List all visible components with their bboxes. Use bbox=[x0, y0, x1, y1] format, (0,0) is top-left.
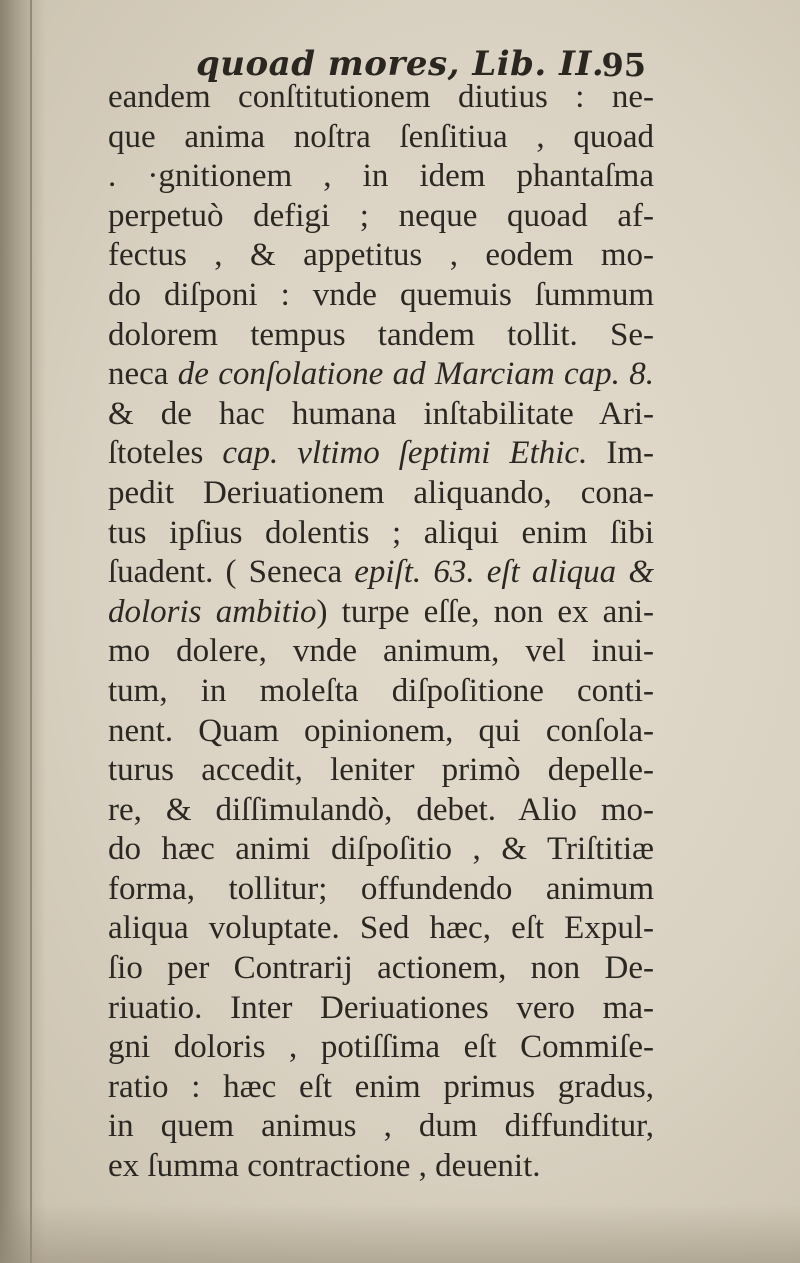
italic-citation: de conſolatione ad Marciam cap. 8. bbox=[177, 356, 654, 393]
text-line bbox=[108, 157, 654, 197]
text-segment: dolorem tempus tandem tollit. Se- bbox=[108, 316, 654, 353]
text-line bbox=[108, 118, 654, 158]
text-line bbox=[108, 474, 654, 514]
text-line bbox=[108, 1107, 654, 1147]
text-line bbox=[108, 830, 654, 870]
text-segment: tus ipſius dolentis ; aliqui enim ſibi bbox=[108, 514, 654, 551]
text-segment: fectus , & appetitus , eodem mo- bbox=[108, 237, 654, 274]
text-segment: tum, in moleſta diſpoſitione conti- bbox=[108, 672, 654, 709]
text-line bbox=[108, 593, 654, 633]
text-segment: in quem animus , dum diffunditur, bbox=[108, 1108, 654, 1145]
text-line bbox=[108, 197, 654, 237]
text-segment: Im- bbox=[587, 435, 654, 472]
text-segment: do diſponi : vnde quemuis ſummum bbox=[108, 276, 654, 313]
text-line bbox=[108, 78, 654, 118]
text-segment: ex ſumma contractione , deuenit. bbox=[108, 1148, 541, 1185]
text-line bbox=[108, 553, 654, 593]
text-segment: gni doloris , potiſſima eſt Commiſe- bbox=[108, 1029, 654, 1066]
text-segment: . ·gnitionem , in idem phantaſma bbox=[108, 158, 654, 195]
text-segment: re, & diſſimulandò, debet. Alio mo- bbox=[108, 791, 654, 828]
text-line bbox=[108, 1068, 654, 1108]
binding-edge bbox=[30, 0, 32, 1263]
text-line bbox=[108, 751, 654, 791]
text-segment: ſuadent. ( Seneca bbox=[108, 554, 355, 591]
text-segment: do hæc animi diſpoſitio , & Triſtitiæ bbox=[108, 831, 654, 868]
text-line bbox=[108, 514, 654, 554]
running-title: quoad mores, Lib. II. bbox=[196, 44, 605, 84]
text-segment: turus accedit, leniter primò depelle- bbox=[108, 752, 654, 789]
italic-citation: cap. vltimo ſeptimi Ethic. bbox=[222, 435, 588, 472]
text-segment: eandem conſtitutionem diutius : ne- bbox=[108, 79, 654, 115]
text-line bbox=[108, 712, 654, 752]
text-segment: ſio per Contrarij actionem, non De- bbox=[108, 950, 654, 987]
text-line bbox=[108, 989, 654, 1029]
text-segment: ) turpe eſſe, non ex ani- bbox=[316, 593, 654, 630]
text-line bbox=[108, 870, 654, 910]
text-segment: aliqua voluptate. Sed hæc, eſt Expul- bbox=[108, 910, 654, 947]
page-gutter bbox=[0, 0, 46, 1263]
text-line bbox=[108, 355, 654, 395]
text-line bbox=[108, 395, 654, 435]
text-segment: que anima noſtra ſenſitiua , quoad bbox=[108, 118, 654, 155]
page-number: 95 bbox=[601, 46, 646, 84]
italic-citation: epiſt. 63. eſt aliqua & bbox=[354, 554, 654, 591]
text-line bbox=[108, 434, 654, 474]
text-segment: pedit Deriuationem aliquando, cona- bbox=[108, 474, 654, 511]
text-line bbox=[108, 791, 654, 831]
page-bottom-shadow bbox=[0, 1203, 800, 1263]
text-line bbox=[108, 236, 654, 276]
italic-citation: doloris ambitio bbox=[108, 593, 317, 630]
body-text bbox=[108, 78, 654, 1187]
text-line bbox=[108, 276, 654, 316]
text-line bbox=[108, 1147, 654, 1187]
text-line bbox=[108, 949, 654, 989]
text-segment: riuatio. Inter Deriuationes vero ma- bbox=[108, 989, 654, 1026]
text-line bbox=[108, 672, 654, 712]
text-segment: nent. Quam opinionem, qui conſola- bbox=[108, 712, 654, 749]
text-segment: neca bbox=[108, 356, 178, 393]
text-line bbox=[108, 909, 654, 949]
text-segment: perpetuò defigi ; neque quoad af- bbox=[108, 197, 654, 234]
text-line bbox=[108, 316, 654, 356]
text-segment: & de hac humana inſtabilitate Ari- bbox=[108, 395, 654, 432]
text-segment: ratio : hæc eſt enim primus gradus, bbox=[108, 1068, 654, 1105]
text-line bbox=[108, 632, 654, 672]
text-line bbox=[108, 1028, 654, 1068]
text-segment: ſtoteles bbox=[108, 435, 223, 472]
text-segment: mo dolere, vnde animum, vel inui- bbox=[108, 633, 654, 670]
text-segment: forma, tollitur; offundendo animum bbox=[108, 870, 654, 907]
